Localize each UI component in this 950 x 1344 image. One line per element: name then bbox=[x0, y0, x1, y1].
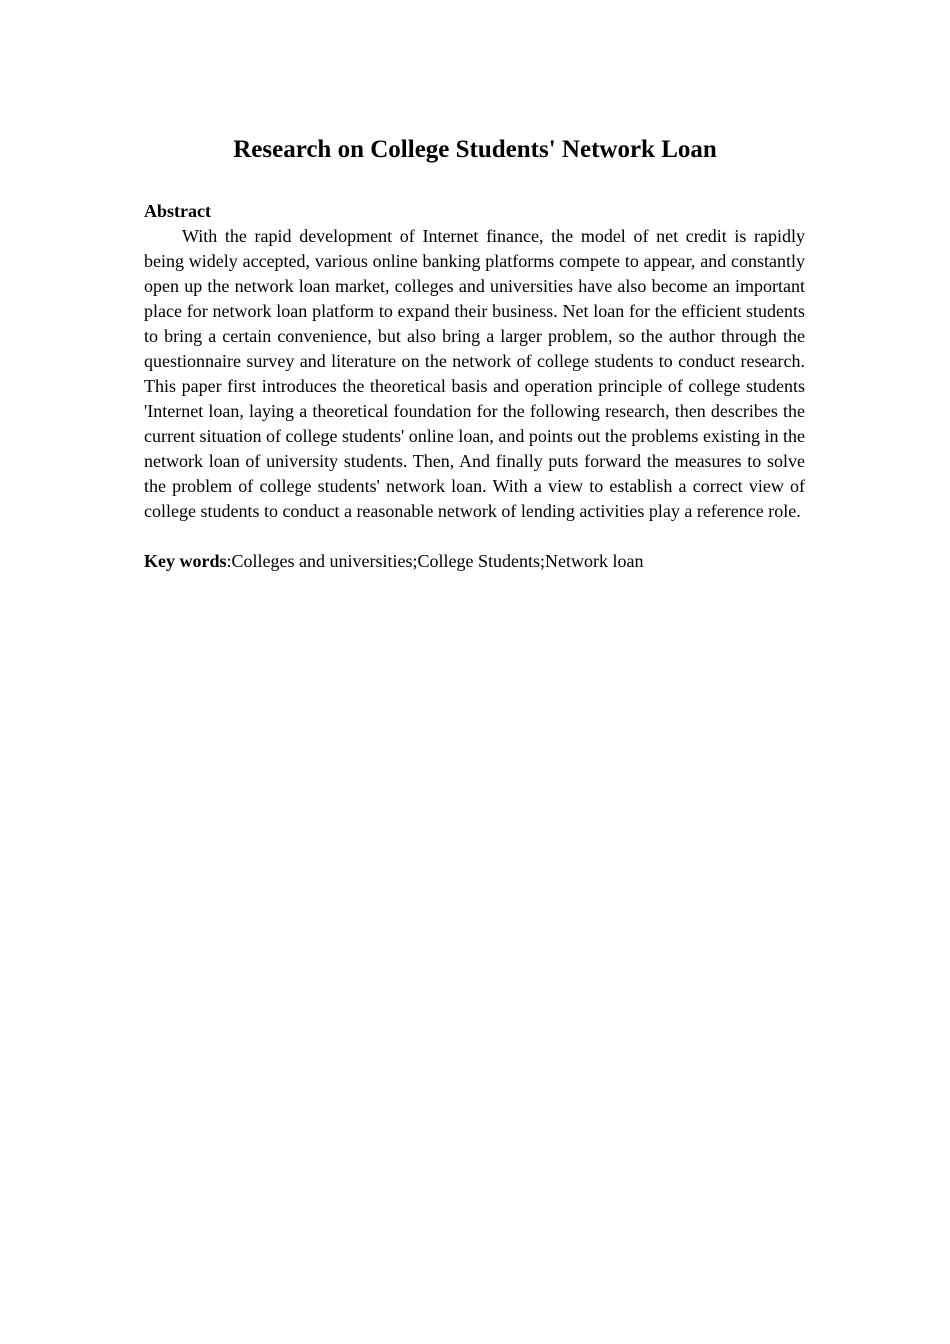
keywords-value: Colleges and universities;College Students;Network loan bbox=[231, 551, 644, 571]
keywords-label: Key words bbox=[144, 551, 227, 571]
abstract-heading: Abstract bbox=[144, 201, 211, 221]
keywords-separator: : bbox=[226, 551, 232, 571]
document-content bbox=[144, 199, 805, 574]
keywords-line bbox=[144, 549, 805, 574]
document-title: Research on College Students' Network Loan bbox=[233, 136, 717, 163]
abstract-body: With the rapid development of Internet finance, the model of net credit is rapidly being widely accepted, various online banking platforms compete to appear, and constantly open up the network loan market, colleges and universities have also become an important place for network loan platform to expand their business. Net loan for the efficient students to bring a certain convenience, but also bring a larger problem, so the author through the questionnaire survey and literature on the network of college students to conduct research. This paper first introduces the theoretical basis and operation principle of college students 'Internet loan, laying a theoretical foundation for the following research, then describes the current situation of college students' online loan, and points out the problems existing in the network loan of university students. Then, And finally puts forward the measures to solve the problem of college students' network loan. With a view to establish a correct view of college students to conduct a reasonable network of lending activities play a reference role. bbox=[144, 226, 805, 521]
